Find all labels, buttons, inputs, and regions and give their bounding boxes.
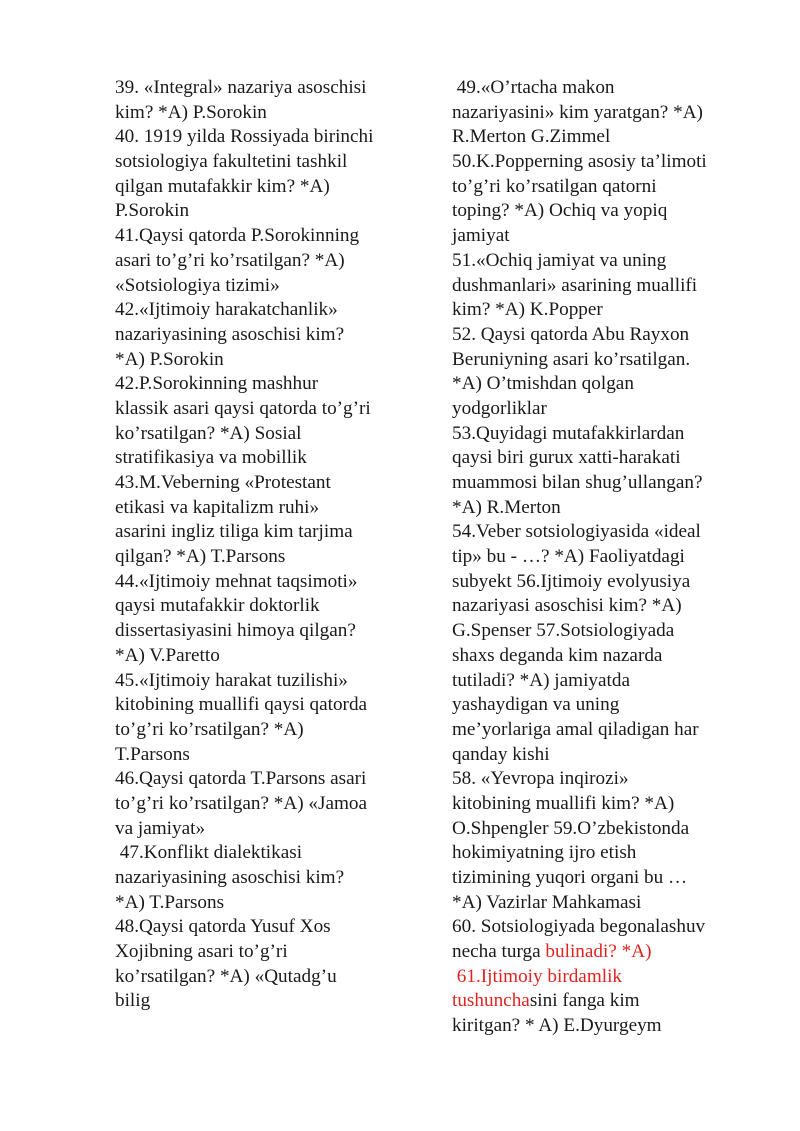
right-text-line: tizimining yuqori organi bu …: [452, 867, 688, 888]
left-text-line: 47.Konflikt dialektikasi: [115, 842, 303, 864]
right-text-line: to’g’ri ko’rsatilgan qatorni: [452, 175, 657, 197]
left-text-line: qaysi mutafakkir doktorlik: [115, 595, 320, 617]
right-text-line: subyekt 56.Ijtimoiy evolyusiya: [452, 570, 691, 592]
left-text-line: ko’rsatilgan? *A) Sosial: [115, 422, 302, 444]
left-text-line: T.Parsons: [115, 743, 190, 765]
right-text-line: kitobining muallifi kim? *A): [452, 792, 675, 814]
highlighted-answer-text: bulinadi? *A): [545, 941, 652, 963]
right-text-line: yashaydigan va uning: [452, 694, 620, 716]
left-text-line: qilgan mutafakkir kim? *A): [115, 175, 330, 197]
left-text-line: 46.Qaysi qatorda T.Parsons asari: [115, 768, 367, 790]
left-text-line: 41.Qaysi qatorda P.Sorokinning: [115, 225, 360, 247]
right-text-line: yodgorliklar: [452, 397, 547, 419]
left-text-column: [115, 76, 415, 1014]
right-text-line: 58. «Yevropa inqirozi»: [452, 768, 629, 790]
left-text-line: klassik asari qaysi qatorda to’g’ri: [115, 397, 371, 419]
left-text-line: 44.«Ijtimoiy mehnat taqsimoti»: [115, 570, 358, 592]
left-text-line: nazariyasining asoschisi kim?: [115, 867, 345, 888]
question-61-highlighted-line: 61.Ijtimoiy birdamlik: [452, 965, 623, 987]
right-text-line: shaxs deganda kim nazarda: [452, 644, 663, 666]
left-text-line: *A) T.Parsons: [115, 891, 225, 913]
left-text-line: asari to’g’ri ko’rsatilgan? *A): [115, 249, 345, 271]
right-text-line: G.Spenser 57.Sotsiologiyada: [452, 620, 675, 642]
question-60-text: necha turga: [452, 941, 546, 963]
left-text-line: sotsiologiya fakultetini tashkil: [115, 151, 348, 173]
question-61-text: sini fanga kim: [529, 990, 640, 1012]
left-text-line: 43.M.Veberning «Protestant: [115, 472, 331, 493]
right-text-line: qanday kishi: [452, 743, 550, 765]
question-61-line: [452, 989, 752, 1014]
right-text-line: Beruniyning asari ko’rsatilgan.: [452, 348, 691, 370]
highlighted-term-text: tushuncha: [452, 990, 530, 1012]
left-text-line: P.Sorokin: [115, 200, 190, 222]
left-text-line: va jamiyat»: [115, 817, 206, 839]
left-text-line: bilig: [115, 990, 151, 1012]
left-text-line: dissertasiyasini himoya qilgan?: [115, 620, 356, 642]
left-text-line: Xojibning asari to’g’ri: [115, 941, 288, 963]
right-text-line: 53.Quyidagi mutafakkirlardan: [452, 422, 685, 444]
right-text-line: dushmanlari» asarining muallifi: [452, 274, 698, 296]
question-60-line: 60. Sotsiologiyada begonalashuv: [452, 916, 706, 938]
left-text-line: qilgan? *A) T.Parsons: [115, 546, 286, 568]
right-text-line: tutiladi? *A) jamiyatda: [452, 669, 630, 691]
right-text-line: qaysi biri gurux xatti-harakati: [452, 447, 681, 469]
right-text-line: nazariyasi asoschisi kim? *A): [452, 595, 682, 617]
right-text-line: hokimiyatning ijro etish: [452, 842, 637, 864]
right-text-line: tip» bu - …? *A) Faoliyatdagi: [452, 546, 685, 568]
left-text-line: ko’rsatilgan? *A) «Qutadg’u: [115, 965, 337, 987]
right-text-line: nazariyasini» kim yaratgan? *A): [452, 101, 703, 123]
left-text-line: etikasi va kapitalizm ruhi»: [115, 496, 320, 518]
left-text-line: asarini ingliz tiliga kim tarjima: [115, 521, 353, 543]
left-text-line: 40. 1919 yilda Rossiyada birinchi: [115, 126, 374, 148]
question-60-answer-line: [452, 940, 752, 965]
left-text-line: kim? *A) P.Sorokin: [115, 101, 267, 123]
right-text-line: 50.K.Popperning asosiy ta’limoti: [452, 151, 707, 173]
right-text-line: *A) Vazirlar Mahkamasi: [452, 891, 642, 913]
right-text-line: toping? *A) Ochiq va yopiq: [452, 200, 668, 222]
left-text-line: *A) P.Sorokin: [115, 348, 224, 370]
right-text-line: muammosi bilan shug’ullangan?: [452, 472, 703, 493]
left-text-line: 45.«Ijtimoiy harakat tuzilishi»: [115, 669, 348, 691]
left-text-line: nazariyasining asoschisi kim?: [115, 323, 345, 345]
right-text-line: kim? *A) K.Popper: [452, 299, 603, 321]
right-text-line: R.Merton G.Zimmel: [452, 126, 611, 148]
right-text-line: O.Shpengler 59.O’zbekistonda: [452, 817, 690, 839]
left-text-line: 42.«Ijtimoiy harakatchanlik»: [115, 299, 338, 321]
left-text-line: 39. «Integral» nazariya asoschisi: [115, 77, 367, 98]
right-text-column: [452, 76, 752, 1039]
right-text-line: jamiyat: [452, 225, 510, 247]
left-text-line: «Sotsiologiya tizimi»: [115, 274, 280, 296]
left-text-line: to’g’ri ko’rsatilgan? *A): [115, 718, 304, 740]
right-text-line: 52. Qaysi qatorda Abu Rayxon: [452, 323, 690, 345]
question-61-answer-line: kiritgan? * A) E.Dyurgeym: [452, 1015, 662, 1037]
right-text-line: me’yorlariga amal qiladigan har: [452, 718, 699, 740]
left-text-line: 48.Qaysi qatorda Yusuf Xos: [115, 916, 331, 938]
right-text-line: 49.«O’rtacha makon: [452, 77, 615, 98]
right-text-line: 54.Veber sotsiologiyasida «ideal: [452, 521, 701, 543]
right-question-lines: [452, 76, 752, 915]
left-text-line: to’g’ri ko’rsatilgan? *A) «Jamoa: [115, 792, 368, 814]
left-text-line: stratifikasiya va mobillik: [115, 447, 307, 469]
right-text-line: *A) R.Merton: [452, 496, 561, 518]
left-text-line: kitobining muallifi qaysi qatorda: [115, 694, 368, 716]
left-text-line: *A) V.Paretto: [115, 644, 220, 666]
left-text-line: 42.P.Sorokinning mashhur: [115, 373, 319, 395]
right-text-line: 51.«Ochiq jamiyat va uning: [452, 249, 667, 271]
right-text-line: *A) O’tmishdan qolgan: [452, 373, 634, 395]
